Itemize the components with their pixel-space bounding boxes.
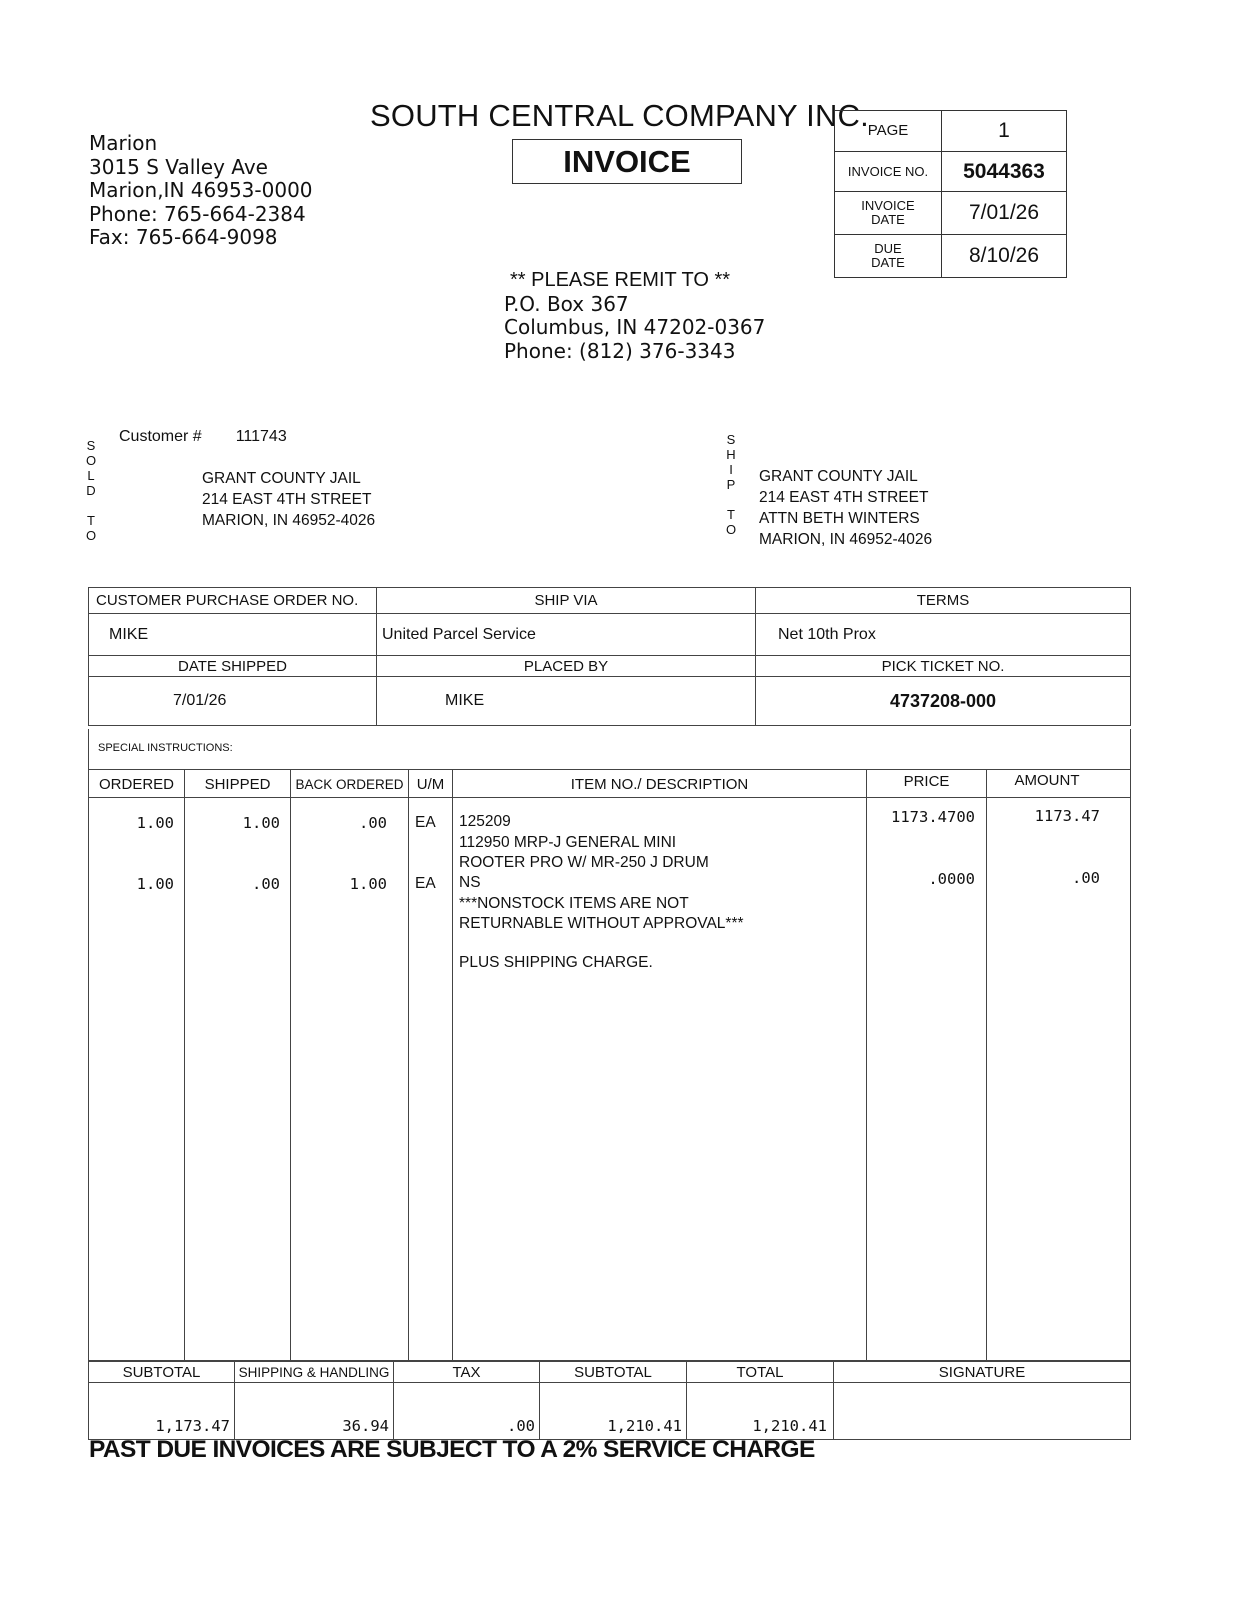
ordered-header: ORDERED	[98, 776, 174, 793]
ship-via-value: United Parcel Service	[377, 614, 756, 656]
subtotal2-value: 1,210.41	[540, 1383, 687, 1440]
line1-ordered: 1.00	[136, 814, 174, 832]
sold-to-line2: 214 EAST 4TH STREET	[202, 491, 372, 508]
past-due-notice: PAST DUE INVOICES ARE SUBJECT TO A 2% SERVICE CHARGE	[89, 1436, 815, 1463]
line2-back-ordered: 1.00	[349, 875, 387, 893]
branch-address	[89, 132, 313, 250]
remit-line2: Columbus, IN 47202-0367	[504, 315, 766, 339]
sold-to-vertical-label: S O L D T O	[85, 438, 97, 543]
terms-label: TERMS	[756, 588, 1131, 614]
page-label: PAGE	[835, 111, 942, 152]
remit-to	[504, 269, 765, 363]
line2-price: .0000	[928, 870, 975, 888]
line2-um: EA	[415, 875, 436, 892]
customer-number-value: 111743	[235, 428, 287, 445]
remit-heading: ** PLEASE REMIT TO **	[510, 269, 731, 291]
line1-item-no: 125209	[459, 813, 511, 830]
branch-phone: Phone: 765-664-2384	[89, 201, 306, 226]
subtotal-value: 1,173.47	[89, 1383, 235, 1440]
ship-to-line3: ATTN BETH WINTERS	[759, 510, 920, 527]
placed-by-value: MIKE	[377, 677, 756, 726]
ship-via-label: SHIP VIA	[377, 588, 756, 614]
line2-desc-line2: ***NONSTOCK ITEMS ARE NOT	[459, 894, 689, 912]
date-shipped-value: 7/01/26	[89, 677, 377, 726]
ship-to-vertical-label: S H I P T O	[725, 432, 737, 537]
price-header: PRICE	[903, 773, 950, 790]
line1-description	[459, 812, 709, 874]
ship-to-line1: GRANT COUNTY JAIL	[759, 468, 918, 485]
amount-header: AMOUNT	[1014, 772, 1080, 789]
order-info-table	[88, 587, 1131, 726]
total-value: 1,210.41	[687, 1383, 834, 1440]
total-label: TOTAL	[687, 1362, 834, 1383]
po-label: CUSTOMER PURCHASE ORDER NO.	[89, 588, 377, 614]
remit-line3: Phone: (812) 376-3343	[504, 338, 736, 363]
po-value: MIKE	[89, 614, 377, 656]
um-header: U/M	[416, 776, 445, 793]
due-date-label: DUE DATE	[835, 235, 942, 278]
terms-value: Net 10th Prox	[756, 614, 1131, 656]
line2-ordered: 1.00	[136, 875, 174, 893]
item-description-header: ITEM NO./ DESCRIPTION	[570, 776, 749, 793]
line1-um: EA	[415, 814, 436, 831]
branch-fax: Fax: 765-664-9098	[89, 225, 278, 249]
ship-to-line2: 214 EAST 4TH STREET	[759, 489, 929, 506]
branch-name: Marion	[89, 131, 158, 155]
branch-street: 3015 S Valley Ave	[89, 154, 268, 179]
line-items-table	[88, 769, 1131, 1361]
invoice-no-value: 5044363	[942, 152, 1067, 192]
line2-desc-line3: RETURNABLE WITHOUT APPROVAL***	[459, 915, 744, 932]
signature-field[interactable]	[834, 1383, 1131, 1440]
document-title: INVOICE	[512, 139, 742, 184]
tax-value: .00	[394, 1383, 540, 1440]
special-instructions-label: SPECIAL INSTRUCTIONS:	[98, 742, 233, 754]
line1-desc-line2: 112950 MRP-J GENERAL MINI	[459, 833, 677, 851]
line2-description	[459, 873, 744, 935]
company-name: SOUTH CENTRAL COMPANY INC.	[370, 98, 869, 133]
sold-to-address	[202, 468, 375, 531]
subtotal-label: SUBTOTAL	[89, 1362, 235, 1383]
date-shipped-label: DATE SHIPPED	[89, 656, 377, 677]
page-value: 1	[942, 111, 1067, 152]
customer-label: Customer #	[119, 428, 202, 445]
sold-to-line3: MARION, IN 46952-4026	[202, 512, 376, 529]
customer-number	[119, 428, 287, 446]
branch-city: Marion,IN 46953-0000	[89, 178, 313, 202]
pick-ticket-label: PICK TICKET NO.	[756, 656, 1131, 677]
remit-line1: P.O. Box 367	[504, 291, 629, 316]
subtotal2-label: SUBTOTAL	[540, 1362, 687, 1383]
sold-to-line1: GRANT COUNTY JAIL	[202, 470, 361, 487]
totals-table	[88, 1361, 1131, 1440]
line1-amount: 1173.47	[1034, 807, 1100, 825]
shipping-handling-label: SHIPPING & HANDLING	[235, 1362, 394, 1383]
line2-shipped: .00	[252, 875, 280, 893]
invoice-date-label: INVOICE DATE	[835, 192, 942, 235]
line1-shipped: 1.00	[242, 814, 280, 832]
shipped-header: SHIPPED	[204, 776, 271, 793]
invoice-header-box	[834, 110, 1067, 278]
line2-amount: .00	[1072, 869, 1100, 887]
placed-by-label: PLACED BY	[377, 656, 756, 677]
shipping-note: PLUS SHIPPING CHARGE.	[459, 954, 653, 971]
line2-item-no: NS	[459, 874, 481, 891]
line1-desc-line3: ROOTER PRO W/ MR-250 J DRUM	[459, 854, 709, 871]
ship-to-line4: MARION, IN 46952-4026	[759, 531, 933, 548]
back-ordered-header: BACK ORDERED	[295, 777, 404, 792]
ship-to-address	[759, 466, 932, 550]
invoice-date-value: 7/01/26	[942, 192, 1067, 235]
signature-label: SIGNATURE	[834, 1362, 1131, 1383]
special-instructions	[88, 729, 1131, 769]
shipping-handling-value: 36.94	[235, 1383, 394, 1440]
line1-price: 1173.4700	[891, 808, 975, 826]
line1-back-ordered: .00	[359, 814, 387, 832]
tax-label: TAX	[394, 1362, 540, 1383]
due-date-value: 8/10/26	[942, 235, 1067, 278]
invoice-no-label: INVOICE NO.	[835, 152, 942, 192]
pick-ticket-value: 4737208-000	[756, 677, 1131, 726]
